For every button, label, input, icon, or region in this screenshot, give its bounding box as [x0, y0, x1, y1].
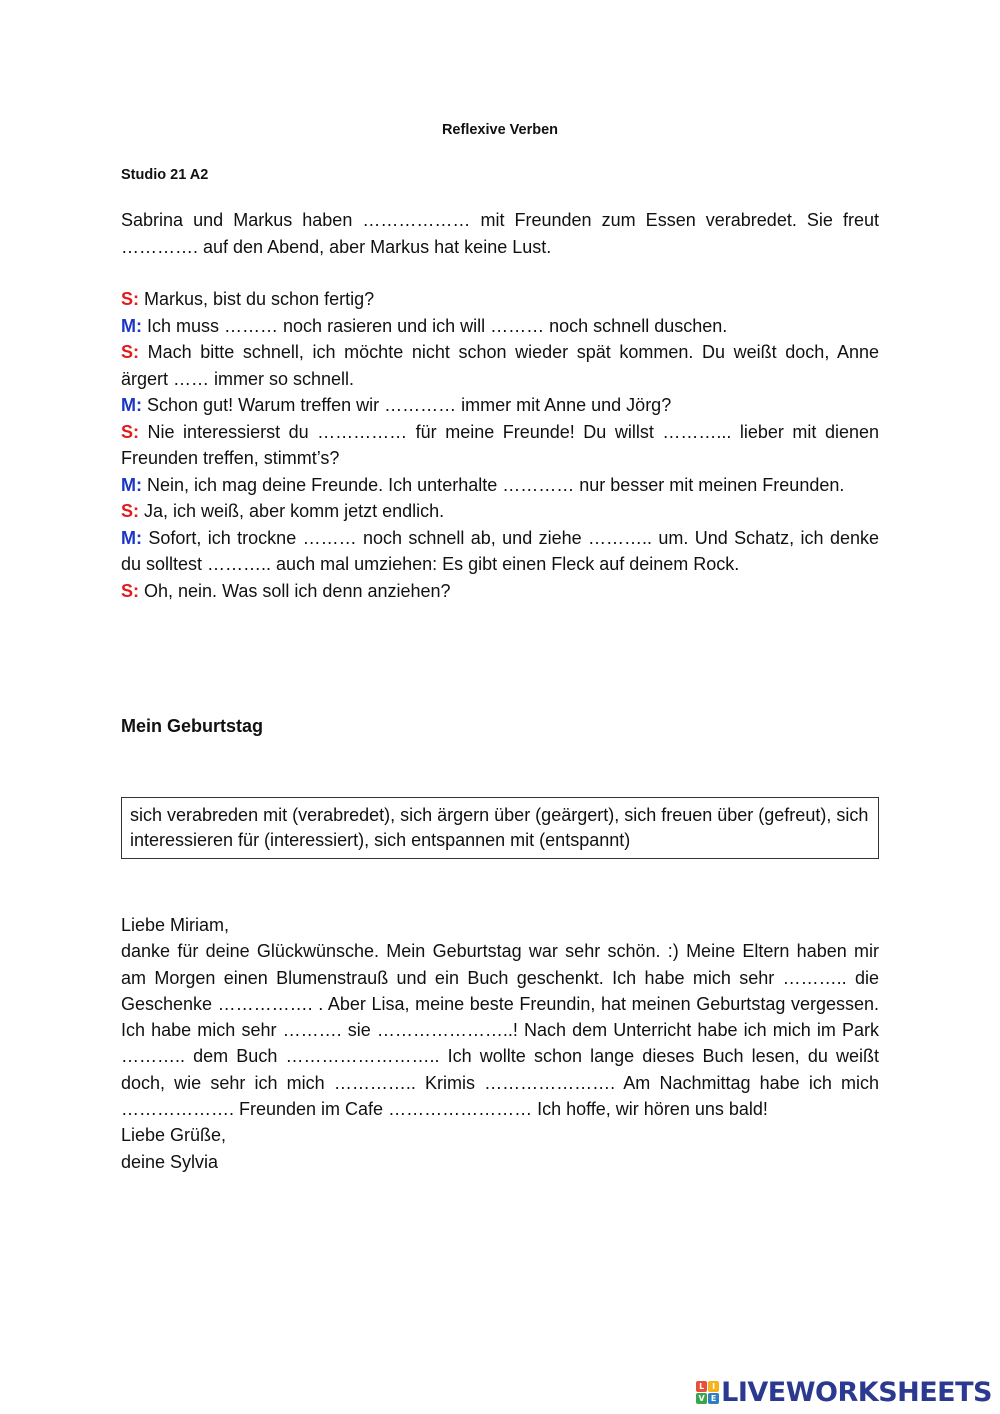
speaker-label: M:	[121, 315, 142, 336]
liveworksheets-logo-icon	[696, 1381, 719, 1404]
speaker-label: S:	[121, 421, 139, 442]
dialogue-line	[121, 313, 879, 340]
speaker-label: M:	[121, 395, 142, 415]
dialogue-line	[121, 525, 879, 578]
section-heading: Mein Geburtstag	[121, 716, 264, 736]
speaker-label: S:	[121, 501, 139, 521]
dialogue-text: Oh, nein. Was soll ich denn anziehen?	[144, 580, 451, 601]
speaker-label: S:	[121, 342, 139, 362]
letter-greeting: Liebe Miriam,	[121, 915, 230, 935]
dialogue-line	[121, 578, 879, 605]
dialogue-line	[121, 339, 879, 392]
logo-tile: E	[708, 1393, 719, 1404]
page-title: Reflexive Verben	[441, 122, 559, 138]
letter-signature: deine Sylvia	[121, 1151, 219, 1172]
dialogue-text: Sofort, ich trockne ……… noch schnell ab, und ziehe ……….. um. Und Schatz, ich denke du solltest ……….. auch mal umziehen: Es gibt einen Fleck auf deinem Rock.	[121, 527, 879, 574]
dialogue-line	[121, 472, 879, 499]
dialogue-text: Ich muss ……… noch rasieren und ich will ……… noch schnell duschen.	[147, 315, 728, 336]
dialogue-line	[121, 286, 879, 313]
dialogue-line	[121, 498, 879, 525]
letter-closing: Liebe Grüße,	[121, 1125, 227, 1146]
speaker-label: M:	[121, 527, 142, 548]
speaker-label: S:	[121, 580, 139, 601]
dialogue-line	[121, 419, 879, 472]
brand-name: LIVEWORKSHEETS	[721, 1377, 992, 1408]
word-bank-box: sich verabreden mit (verabredet), sich ärgern über (geärgert), sich freuen über (gefreut), sich interessieren für (interessiert), sich entspannen mit (entspannt)	[121, 797, 879, 859]
logo-tile: V	[696, 1393, 707, 1404]
dialogue-text: Nie interessierst du …………… für meine Freunde! Du willst ………... lieber mit dienen Freunden treffen, stimmt’s?	[121, 421, 879, 468]
dialogue-text: Ja, ich weiß, aber komm jetzt endlich.	[144, 501, 445, 521]
speaker-label: S:	[121, 289, 139, 309]
dialogue-text: Mach bitte schnell, ich möchte nicht schon wieder spät kommen. Du weißt doch, Anne ärgert …… immer so schnell.	[121, 342, 879, 389]
dialogue-text: Schon gut! Warum treffen wir ………… immer mit Anne und Jörg?	[147, 395, 672, 415]
intro-paragraph: Sabrina und Markus haben ……………… mit Freunden zum Essen verabredet. Sie freut …………. auf den Abend, aber Markus hat keine Lust.	[121, 210, 879, 257]
page-subtitle: Studio 21 A2	[121, 167, 209, 183]
speaker-label: M:	[121, 474, 142, 495]
logo-tile: I	[708, 1381, 719, 1392]
dialogue-line	[121, 392, 879, 419]
dialogue-text: Markus, bist du schon fertig?	[144, 289, 375, 309]
dialogue	[121, 286, 879, 604]
dialogue-text: Nein, ich mag deine Freunde. Ich unterhalte ………… nur besser mit meinen Freunden.	[147, 474, 845, 495]
letter-body: danke für deine Glückwünsche. Mein Geburtstag war sehr schön. :) Meine Eltern haben mir am Morgen einen Blumenstrauß und ein Buch geschenkt. Ich habe mich sehr ……….. die Geschenke ……………. . Aber Lisa, meine beste Freundin, hat meinen Geburtstag vergessen. Ich habe mich sehr ………. sie …………………..! Nach dem Unterricht habe ich mich im Park ……….. dem Buch …………………….. Ich wollte schon lange dieses Buch lesen, du weißt doch, wie sehr ich mich ………….. Krimis …………………. Am Nachmittag habe ich mich ………………. Freunden im Cafe …………………… Ich hoffe, wir hören uns bald!	[121, 941, 879, 1120]
liveworksheets-brand	[696, 1377, 992, 1408]
logo-tile: L	[696, 1381, 707, 1392]
letter	[121, 912, 879, 1175]
